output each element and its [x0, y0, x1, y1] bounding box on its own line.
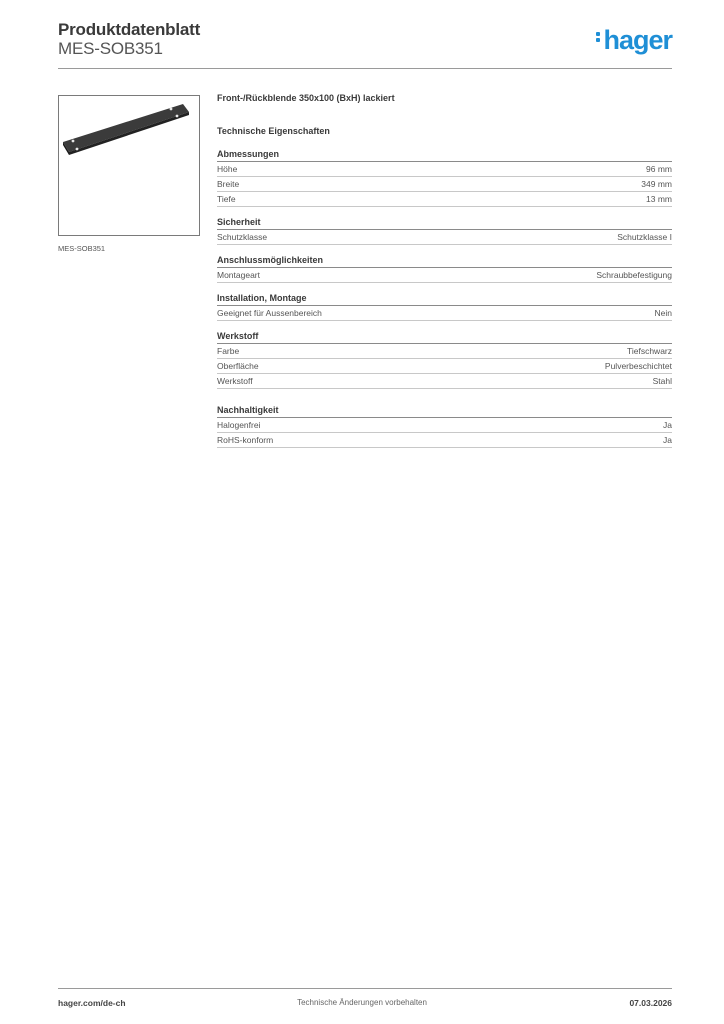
document-title: Produktdatenblatt — [58, 20, 201, 39]
section-material — [217, 331, 672, 389]
property-label: Geeignet für Aussenbereich — [217, 308, 322, 318]
section-safety — [217, 217, 672, 245]
property-value: Stahl — [652, 376, 672, 386]
section-title: Nachhaltigkeit — [217, 405, 672, 418]
property-label: Farbe — [217, 346, 240, 356]
property-value: Tiefschwarz — [626, 346, 672, 356]
section-sustainability — [217, 405, 672, 448]
property-row — [217, 162, 672, 177]
property-label: RoHS-konform — [217, 435, 274, 445]
property-value: Schutzklasse I — [617, 232, 672, 242]
section-title: Werkstoff — [217, 331, 672, 344]
property-value: Pulverbeschichtet — [604, 361, 672, 371]
hager-logo — [596, 27, 672, 54]
section-title: Anschlussmöglichkeiten — [217, 255, 672, 268]
property-label: Montageart — [217, 270, 260, 280]
property-label: Werkstoff — [217, 376, 253, 386]
image-caption: MES-SOB351 — [58, 244, 106, 253]
property-label: Tiefe — [217, 194, 236, 204]
footer-divider — [58, 988, 672, 989]
property-value: Ja — [663, 435, 672, 445]
footer-notice: Technische Änderungen vorbehalten — [297, 998, 427, 1007]
section-title: Sicherheit — [217, 217, 672, 230]
property-row — [217, 192, 672, 207]
property-value: Ja — [663, 420, 672, 430]
property-label: Halogenfrei — [217, 420, 261, 430]
section-title: Installation, Montage — [217, 293, 672, 306]
property-row — [217, 359, 672, 374]
section-installation — [217, 293, 672, 321]
footer-date: 07.03.2026 — [629, 998, 672, 1008]
property-row — [217, 306, 672, 321]
property-value: 96 mm — [646, 164, 672, 174]
property-value: 349 mm — [641, 179, 672, 189]
product-image — [58, 95, 200, 236]
product-name: Front-/Rückblende 350x100 (BxH) lackiert — [217, 93, 395, 103]
property-row — [217, 433, 672, 448]
property-value: 13 mm — [646, 194, 672, 204]
property-label: Oberfläche — [217, 361, 259, 371]
document-subtitle: MES-SOB351 — [58, 39, 163, 58]
logo-dots-icon — [596, 30, 600, 44]
property-row — [217, 418, 672, 433]
property-row — [217, 344, 672, 359]
property-row — [217, 230, 672, 245]
property-label: Breite — [217, 179, 240, 189]
property-label: Höhe — [217, 164, 238, 174]
cover-plate-illustration — [59, 96, 199, 235]
property-row — [217, 374, 672, 389]
section-title: Abmessungen — [217, 149, 672, 162]
property-row — [217, 177, 672, 192]
property-row — [217, 268, 672, 283]
properties-heading: Technische Eigenschaften — [217, 126, 330, 136]
footer-website-link[interactable]: hager.com/de-ch — [58, 998, 126, 1008]
property-value: Nein — [654, 308, 672, 318]
section-dimensions — [217, 149, 672, 207]
logo-text: hager — [603, 25, 672, 55]
property-value: Schraubbefestigung — [596, 270, 672, 280]
section-connections — [217, 255, 672, 283]
property-label: Schutzklasse — [217, 232, 268, 242]
header-divider — [58, 68, 672, 69]
product-details — [217, 93, 672, 458]
